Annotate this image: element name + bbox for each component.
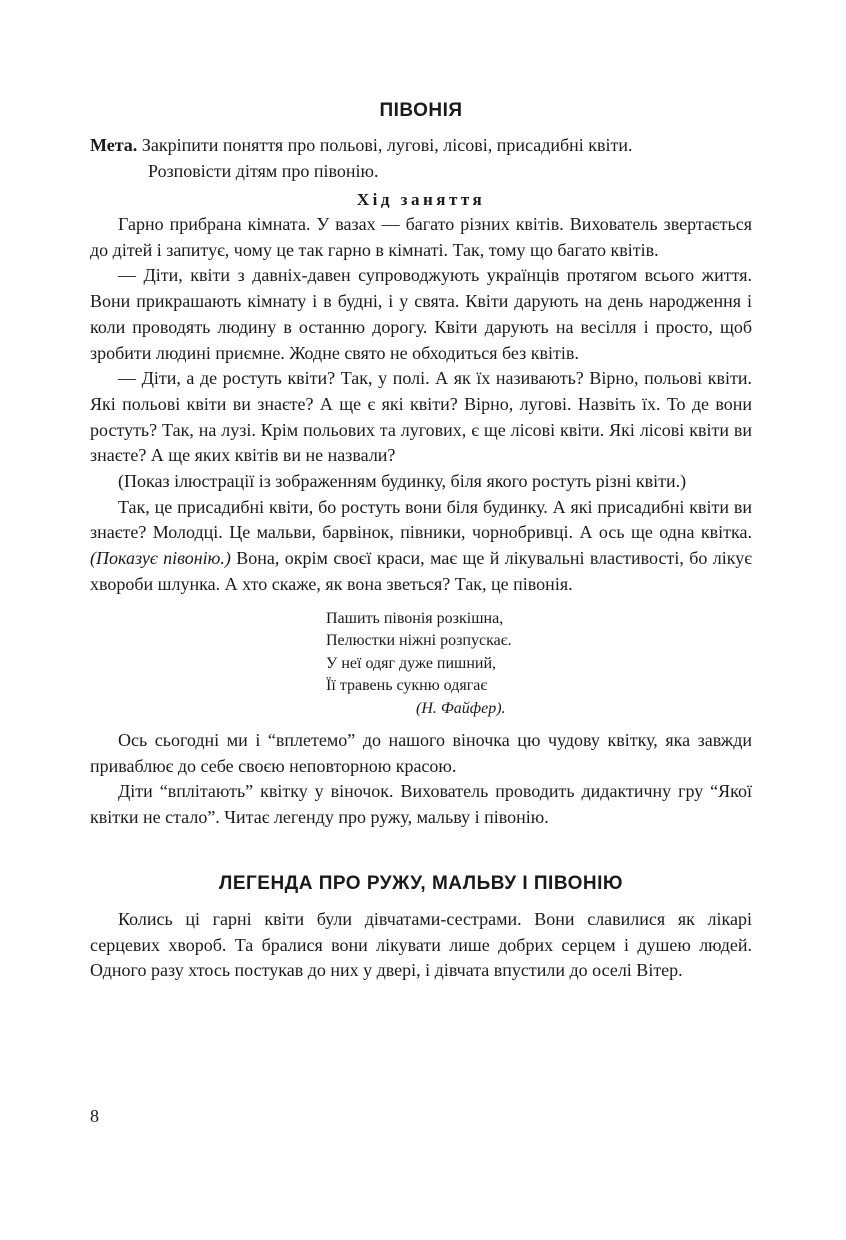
page-number: 8 — [90, 1106, 99, 1126]
paragraph-6: Ось сьогодні ми і “вплетемо” до нашого віночка цю чудову квітку, яка завжди приваблює до себе своєю неповторною красою. — [90, 730, 752, 776]
paragraph-3: — Діти, а де ростуть квіти? Так, у полі. А як їх називають? Вірно, польові квіти. Які польові квіти ви знаєте? А ще є які квіти? Вірно, лугові. Назвіть їх. То де вони ростуть? Так, на лузі. Крім польових та лугових, є ще лісові квіти. Які лісові квіти ви знаєте? А ще яких квітів ви не назвали? — [90, 368, 752, 466]
goal-line-1: Закріпити поняття про польові, лугові, лісові, присадибні квіти. — [141, 135, 633, 155]
poem-author: (Н. Файфер). — [416, 699, 506, 717]
goal-block — [90, 132, 752, 184]
paragraph-2: — Діти, квіти з давніх-давен супроводжують українців протягом всього життя. Вони прикрашають кімнату і в будні, і у свята. Квіти дарують на день народження і коли проводять людину в останню дорогу. Квіти дарують на весілля і просто, щоб зробити людині приємне. Жодне свято не обходиться без квітів. — [90, 265, 752, 363]
paragraph-4: (Показ ілюстрації із зображенням будинку, біля якого ростуть різні квіти.) — [118, 471, 687, 492]
poem-line: Її травень сукню одягає — [326, 677, 488, 695]
legend-title: ЛЕГЕНДА ПРО РУЖУ, МАЛЬВУ І ПІВОНІЮ — [219, 872, 623, 894]
paragraph-5 — [90, 495, 752, 598]
poem-line: Пашить півонія розкішна, — [326, 609, 504, 627]
goal-line-2: Розповісти дітям про півонію. — [148, 161, 379, 181]
poem-line: Пелюстки ніжні розпускає. — [326, 632, 512, 650]
poem-line: У неї одяг дуже пишний, — [326, 654, 497, 672]
page-title: ПІВОНІЯ — [379, 100, 463, 121]
paragraph-1: Гарно прибрана кімната. У вазах — багато різних квітів. Вихователь звертається до дітей і запитує, чому це так гарно в кімнаті. Так, тому що багато квітів. — [90, 214, 752, 260]
poem — [326, 608, 752, 721]
paragraph-5-part-b: Вона, окрім своєї краси, має ще й лікувальні властивості, бо лікує хвороби шлунка. А хто скаже, як вона зветься? Так, це півонія. — [90, 548, 752, 594]
paragraph-5-stage-direction: (Показує півонію.) — [90, 548, 231, 569]
goal-label: Мета. — [90, 135, 138, 155]
lesson-subheading: Хід заняття — [356, 190, 486, 209]
paragraph-7: Діти “вплітають” квітку у віночок. Вихователь проводить дидактичну гру “Якої квітки не стало”. Читає легенду про ружу, мальву і півонію. — [90, 781, 752, 828]
page-content — [90, 100, 752, 984]
paragraph-5-part-a: Так, це присадибні квіти, бо ростуть вони біля будинку. А які присадибні квіти ви знаєте? Молодці. Це мальви, барвінок, півники, чорнобривці. А ось ще одна квітка. — [90, 496, 752, 543]
legend-paragraph: Колись ці гарні квіти були дівчатами-сестрами. Вони славилися як лікарі серцевих хвороб. Та бралися вони лікувати лише добрих серцем і душею людей. Одного разу хтось постукав до них у двері, і дівчата впустили до оселі Вітер. — [90, 908, 752, 981]
